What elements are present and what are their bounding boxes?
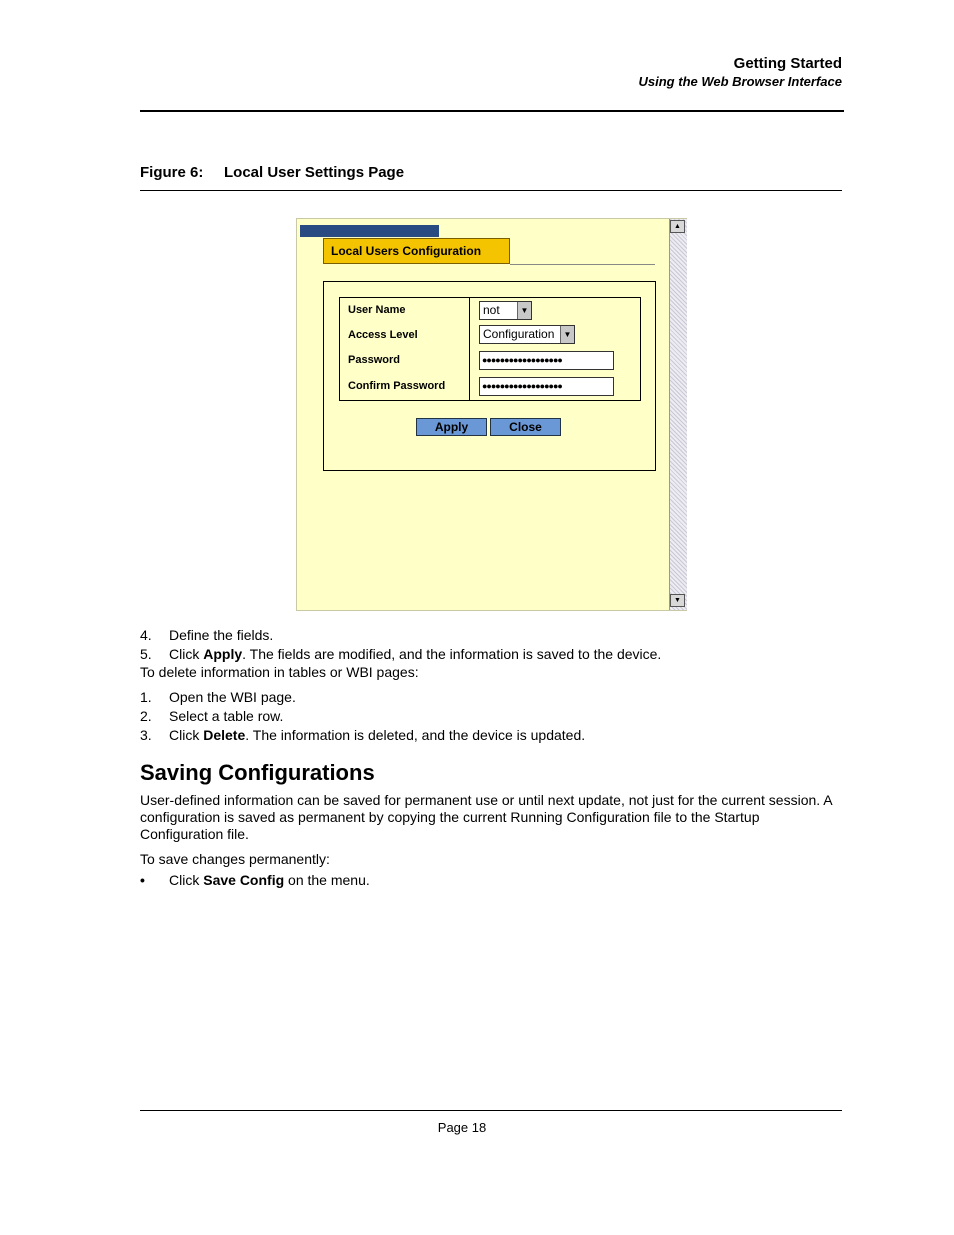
delete-intro: To delete information in tables or WBI pages: <box>140 664 419 680</box>
figure-number: Figure 6: <box>140 164 204 181</box>
access-level-label: Access Level <box>348 329 418 341</box>
section-heading: Saving Configurations <box>140 760 375 785</box>
settings-panel <box>323 281 656 471</box>
confirm-password-input[interactable]: ●●●●●●●●●●●●●●●●●● <box>479 377 614 396</box>
chevron-down-icon[interactable]: ▼ <box>517 302 531 319</box>
step-number: 1. <box>140 689 152 705</box>
bullet-text: Click Save Config on the menu. <box>169 872 370 888</box>
step-text: Select a table row. <box>169 708 284 724</box>
caption-rule <box>140 190 842 191</box>
confirm-password-label: Confirm Password <box>348 380 446 392</box>
access-level-value: Configuration <box>483 327 555 341</box>
chevron-down-icon[interactable]: ▼ <box>560 326 574 343</box>
tab-underline <box>510 264 655 265</box>
section-intro: To save changes permanently: <box>140 851 330 867</box>
password-input[interactable]: ●●●●●●●●●●●●●●●●●● <box>479 351 614 370</box>
access-level-select[interactable] <box>479 325 575 344</box>
step-number: 2. <box>140 708 152 724</box>
running-header-subtitle: Using the Web Browser Interface <box>638 74 842 89</box>
scroll-down-icon[interactable]: ▼ <box>670 594 685 607</box>
vertical-scrollbar[interactable] <box>669 219 687 610</box>
step-text: Click Delete. The information is deleted, and the device is updated. <box>169 727 586 743</box>
footer-rule <box>140 1110 842 1111</box>
step-text: Click Apply. The fields are modified, and the information is saved to the device. <box>169 646 662 662</box>
user-name-value: not <box>483 303 500 317</box>
bullet-icon: • <box>140 872 145 888</box>
local-user-settings-screenshot <box>296 218 687 611</box>
figure-title: Local User Settings Page <box>224 164 405 181</box>
page-number: Page 18 <box>437 1120 487 1135</box>
user-name-select[interactable] <box>479 301 532 320</box>
fields-table <box>339 297 641 401</box>
figure-caption <box>140 164 404 181</box>
close-button[interactable]: Close <box>490 418 561 436</box>
scroll-up-icon[interactable]: ▲ <box>670 220 685 233</box>
user-name-label: User Name <box>348 304 406 316</box>
column-divider <box>469 298 470 400</box>
password-label: Password <box>348 354 400 366</box>
header-rule <box>140 110 844 112</box>
tab-local-users-configuration[interactable]: Local Users Configuration <box>323 238 510 264</box>
running-header-title: Getting Started <box>733 55 842 72</box>
step-number: 4. <box>140 627 152 643</box>
step-number: 3. <box>140 727 152 743</box>
title-bar <box>300 225 439 237</box>
apply-button[interactable]: Apply <box>416 418 487 436</box>
step-number: 5. <box>140 646 152 662</box>
step-text: Open the WBI page. <box>169 689 296 705</box>
step-text: Define the fields. <box>169 627 274 643</box>
section-paragraph: User-defined information can be saved for permanent use or until next update, not just for the current session. A configuration is saved as permanent by copying the current Running Configuration file to the Startup Configuration file. <box>140 792 832 842</box>
